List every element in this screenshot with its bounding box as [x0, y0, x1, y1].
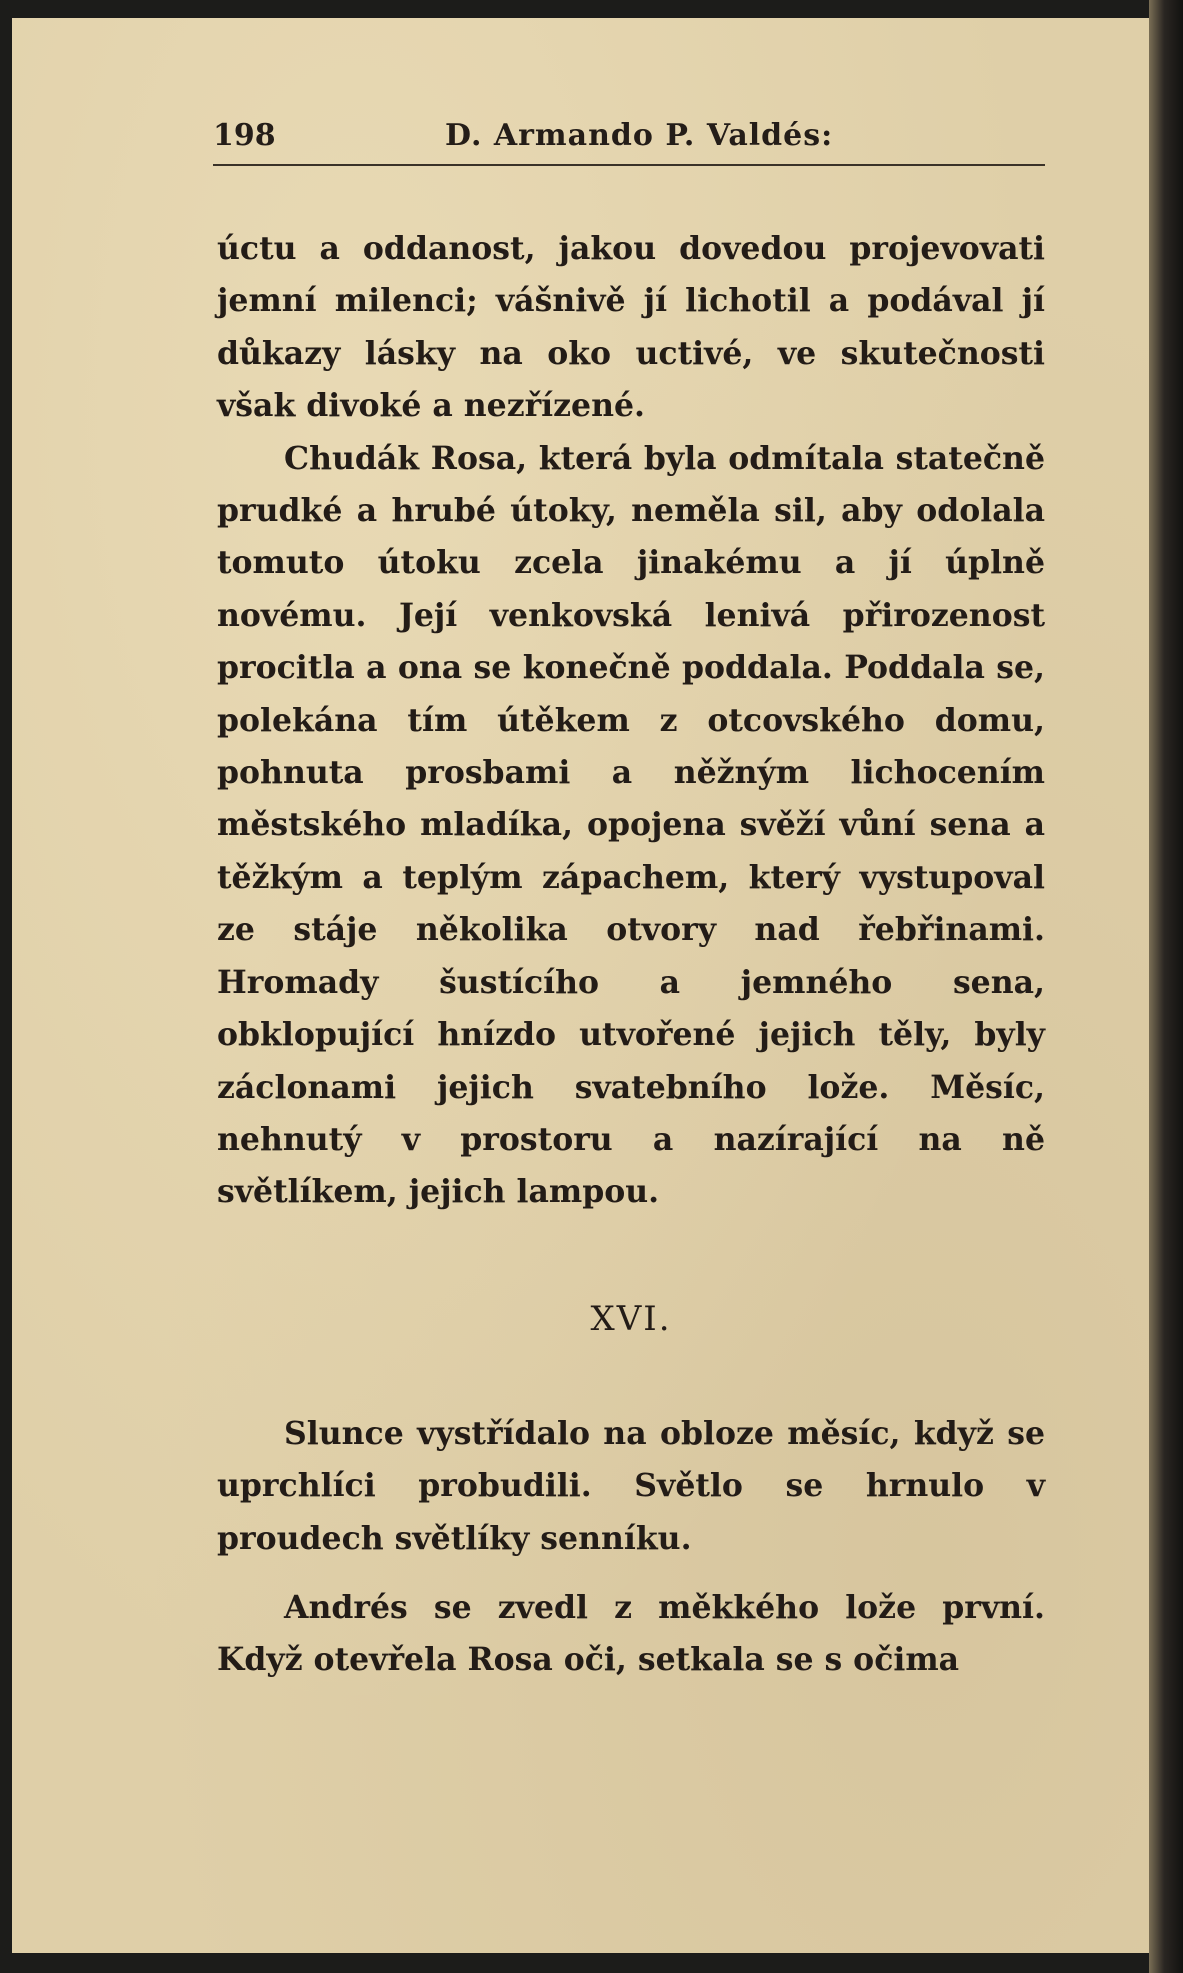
paragraph: úctu a oddanost, jakou dovedou projevovati jemní milenci; vášnivě jí lichotil a podával jí důkazy lásky na oko uctivé, ve skutečnosti však divoké a nezřízené.: [217, 230, 1045, 425]
page-body: [217, 223, 1045, 1687]
paragraph: Andrés se zvedl z měkkého lože první. Když otevřela Rosa oči, setkala se s očima: [217, 1588, 1045, 1679]
book-spine-edge: [1149, 0, 1183, 1973]
running-head: D. Armando P. Valdés:: [445, 118, 834, 153]
paragraph: Chudák Rosa, která byla odmítala statečně prudké a hrubé útoky, neměla sil, aby odolala tomuto útoku zcela jinakému a jí úplně novému. Její venkovská lenivá přirozenost procitla a ona se konečně poddala. Poddala se, polekána tím útěkem z otcovského domu, pohnuta prosbami a něžným lichocením městského mladíka, opojena svěží vůní sena a těžkým a teplým zápachem, který vystupoval ze stáje několika otvory nad řebřinami. Hromady šustícího a jemného sena, obklopující hnízdo utvořené jejich těly, byly záclonami jejich svatebního lože. Měsíc, nehnutý v prostoru a nazírající na ně světlíkem, jejich lampou.: [217, 439, 1045, 1211]
chapter-heading: XVI.: [590, 1298, 672, 1339]
page-number: 198: [213, 118, 276, 153]
paragraph: Slunce vystřídalo na obloze měsíc, když se uprchlíci probudili. Světlo se hrnulo v proudech světlíky senníku.: [217, 1414, 1045, 1557]
page-header: [213, 118, 1045, 166]
